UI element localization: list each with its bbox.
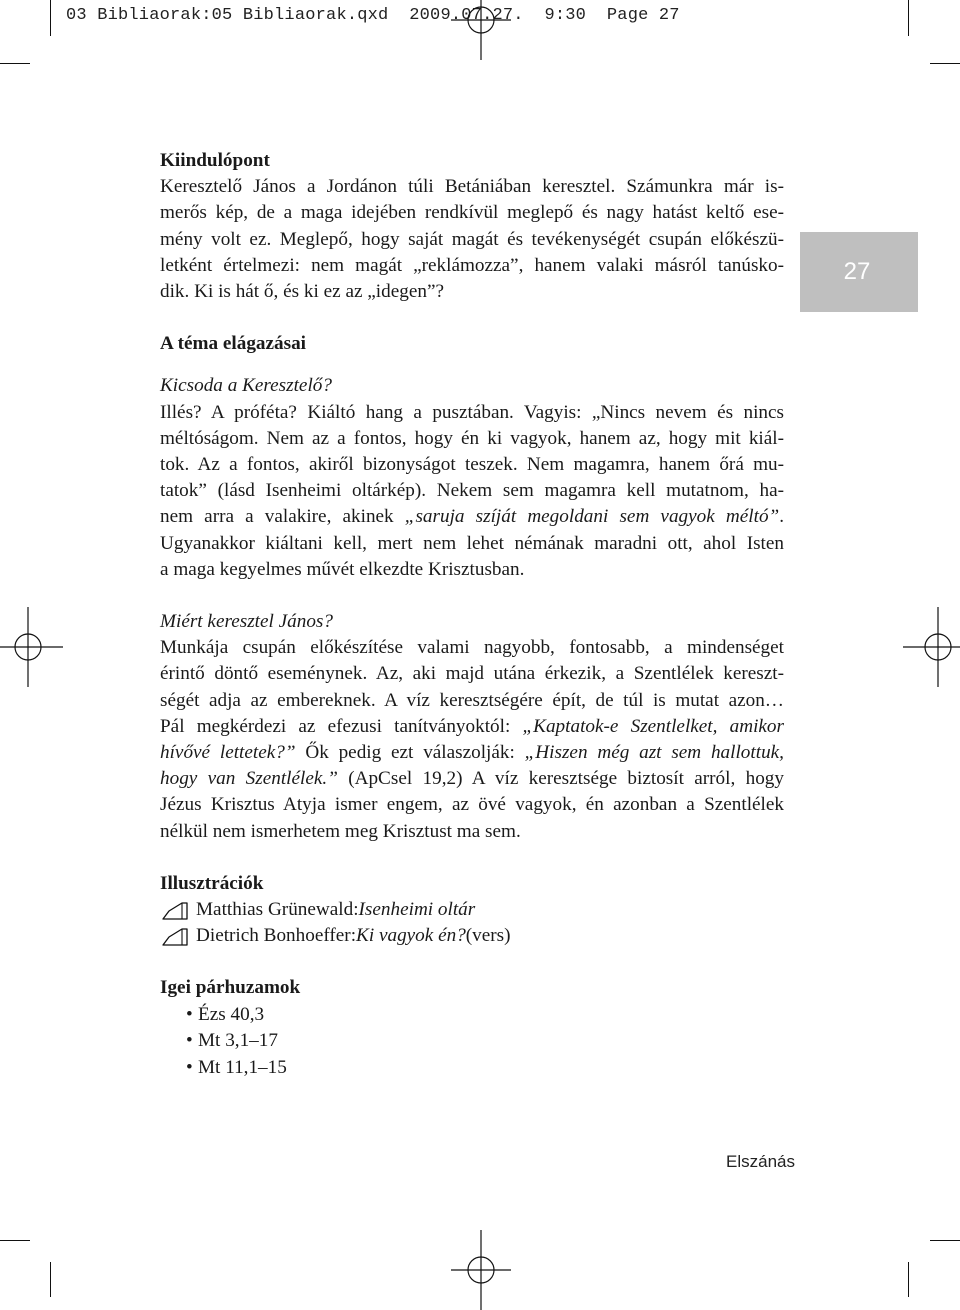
- crop-mark: [930, 1240, 960, 1241]
- crop-mark: [50, 0, 51, 36]
- text-line: méltóságom. Nem az a fontos, hogy én ki vagyok, hanem az, hogy mit kiál-: [160, 427, 784, 449]
- crop-mark: [908, 1262, 909, 1297]
- text-line: [160, 766, 784, 792]
- text-line: letként értelmezi: nem magát „reklámozza”, hanem valaki másról tanúsko-: [160, 254, 784, 276]
- text-span: Pál megkérdezi az efezusi tanítványoktól:: [160, 715, 523, 737]
- illustration-suffix: (vers): [465, 925, 511, 947]
- crop-mark: [908, 0, 909, 36]
- paragraph: [160, 400, 784, 583]
- registration-mark-icon: [0, 607, 68, 687]
- text-span: .: [779, 506, 785, 528]
- text-line: Jézus Krisztus Atyja ismer engem, az övé vagyok, én azonban a Szentlélek: [160, 794, 784, 816]
- page-number: 27: [843, 258, 871, 285]
- text-line: Keresztelő János a Jordánon túli Betániában keresztel. Számunkra már is-: [160, 176, 784, 198]
- text-line: érintő döntő eseménynek. Az, aki majd utána érkezik, a Szentlélek kereszt-: [160, 663, 784, 685]
- pencil-icon: [160, 925, 190, 947]
- page-number-tab: [800, 232, 918, 312]
- section-heading: Igei párhuzamok: [160, 977, 301, 999]
- registration-mark-icon: [441, 0, 521, 60]
- section-heading: Illusztrációk: [160, 872, 264, 894]
- crop-mark: [0, 63, 30, 64]
- quote-span: hívővé lettetek?”: [160, 742, 296, 764]
- quote-span: „Kaptatok-e Szentlelket, amikor: [522, 715, 784, 737]
- crop-mark: [930, 63, 960, 64]
- list-item: • Ézs 40,3: [160, 1002, 784, 1029]
- text-line: ségét adja az embereknek. A víz keresztségére épít, de túl is mutat azon…: [160, 689, 784, 711]
- text-line: tok. Az a fontos, akiről bizonyságot teszek. Nem magamra, hanem őrá mu-: [160, 454, 784, 476]
- subheading: Kicsoda a Keresztelő?: [160, 375, 332, 397]
- list-item: • Mt 11,1–15: [160, 1055, 784, 1082]
- registration-mark-icon: [898, 607, 960, 687]
- text-line: nélkül nem ismerhetem meg Krisztust ma sem.: [160, 820, 521, 842]
- text-span: (ApCsel 19,2) A víz keresztsége biztosít arról, hogy: [337, 768, 784, 790]
- crop-mark: [0, 1240, 30, 1241]
- section-heading: Kiindulópont: [160, 150, 270, 171]
- printer-slug: 03 Bibliaorak:05 Bibliaorak.qxd 2009.07.27. 9:30 Page 27: [66, 6, 680, 25]
- text-line: Illés? A próféta? Kiáltó hang a pusztában. Vagyis: „Nincs nevem és nincs: [160, 401, 784, 423]
- pencil-icon: [160, 899, 190, 921]
- bible-reference-list: [160, 1002, 784, 1082]
- text-line: [160, 740, 784, 766]
- text-line: mény volt ez. Meglepő, hogy saját magát és tevékenységét csupán előkészü-: [160, 228, 784, 250]
- section-heading: A téma elágazásai: [160, 333, 307, 355]
- subheading: Miért keresztel János?: [160, 611, 333, 633]
- paragraph: [160, 174, 784, 305]
- text-line: dik. Ki is hát ő, és ki ez az „idegen”?: [160, 281, 444, 303]
- list-item: • Mt 3,1–17: [160, 1028, 784, 1055]
- crop-mark: [50, 1262, 51, 1297]
- text-line: merős kép, de a maga idejében rendkívül meglepő és nagy hatást keltő ese-: [160, 202, 784, 224]
- text-line: Ugyanakkor kiáltani kell, mert nem lehet némának maradni ott, ahol Isten: [160, 532, 784, 554]
- text-line: tatok” (lásd Isenheimi oltárkép). Nekem sem magamra kell mutatnom, ha-: [160, 480, 784, 502]
- illustration-item: [160, 923, 784, 949]
- text-span: Ők pedig ezt válaszolják:: [295, 742, 525, 764]
- main-content: [160, 148, 784, 1081]
- quote-span: „Hiszen még azt sem hallottuk,: [524, 742, 784, 764]
- text-line: a maga kegyelmes művét elkezdte Krisztusban.: [160, 558, 525, 580]
- text-line: [160, 504, 784, 530]
- text-line: Munkája csupán előkészítése valami nagyobb, fontosabb, a mindenséget: [160, 637, 784, 659]
- illustration-title: Isenheimi oltár: [358, 899, 476, 921]
- text-span: nem arra a valakire, akinek: [160, 506, 405, 528]
- quote-span: „saruja szíját megoldani sem vagyok méltó”: [404, 506, 780, 528]
- text-line: [160, 714, 784, 740]
- illustration-author: Dietrich Bonhoeffer:: [196, 925, 357, 947]
- paragraph: [160, 635, 784, 845]
- running-footer: Elszánás: [726, 1152, 795, 1171]
- illustration-item: [160, 897, 784, 923]
- illustration-author: Matthias Grünewald:: [196, 899, 359, 921]
- quote-span: hogy van Szentlélek.”: [160, 768, 338, 790]
- illustration-title: Ki vagyok én?: [356, 925, 466, 947]
- registration-mark-icon: [441, 1230, 521, 1310]
